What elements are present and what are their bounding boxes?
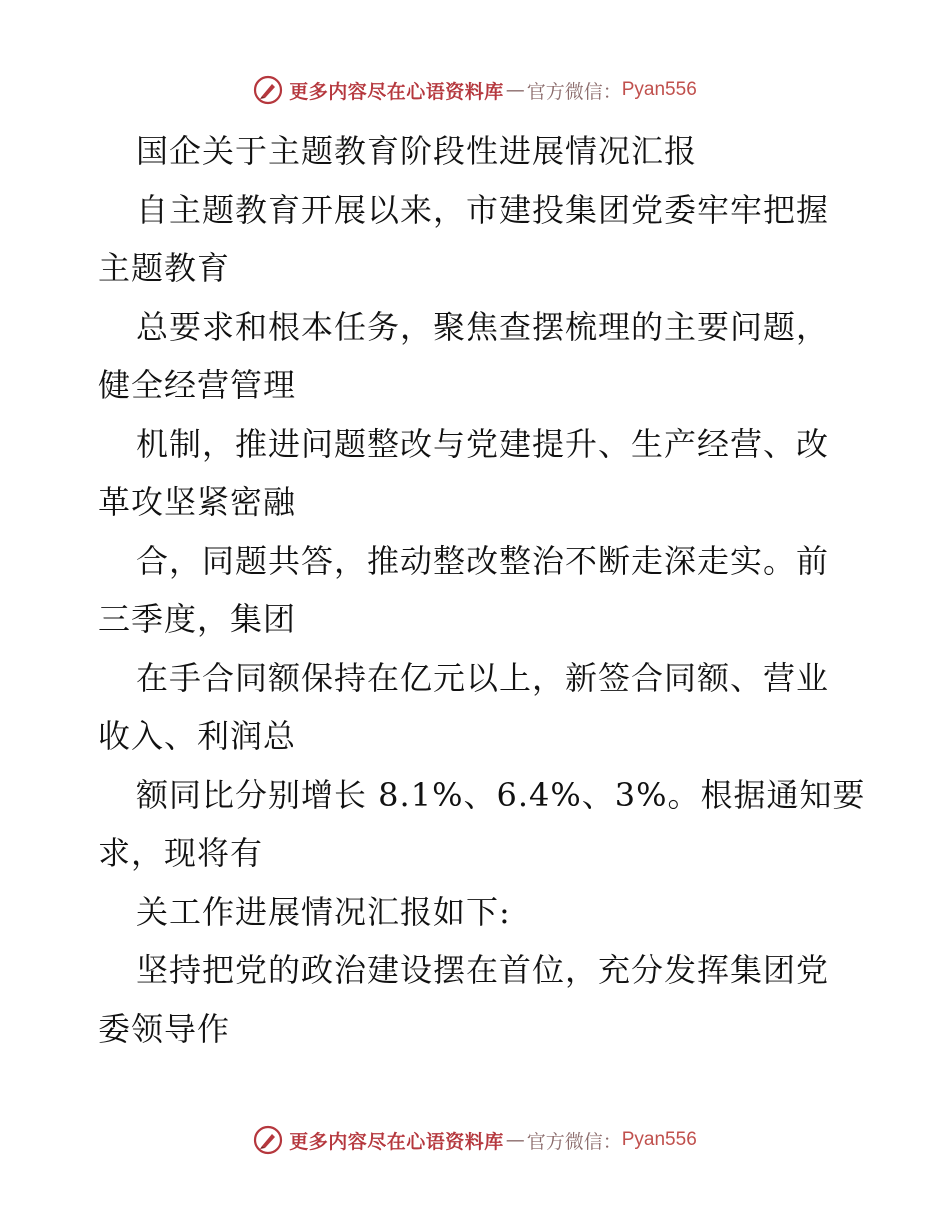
wechat-label: 官方微信： — [526, 1130, 622, 1153]
doc-line: 自主题教育开展以来，市建投集团党委牢牢把握 — [136, 190, 830, 229]
doc-line: 坚持把党的政治建设摆在首位，充分发挥集团党 — [136, 951, 830, 989]
wechat-id: Pyan556 — [621, 79, 697, 100]
banner-dash: — — [505, 79, 525, 101]
doc-line: 总要求和根本任务，聚焦查摆梳理的主要问题， — [136, 307, 830, 346]
document-body — [98, 122, 866, 1058]
doc-line: 主题教育 — [98, 249, 231, 287]
wechat-label: 官方微信： — [526, 80, 622, 103]
wechat-id: Pyan556 — [621, 1129, 697, 1150]
header-banner — [0, 70, 950, 110]
banner-text: 更多内容尽在心语资料库 — [289, 1130, 504, 1153]
doc-line: 收入、利润总 — [98, 717, 297, 755]
doc-line: 机制，推进问题整改与党建提升、生产经营、改 — [136, 424, 830, 463]
pen-logo-icon — [253, 1125, 283, 1155]
doc-line: 额同比分别增长 8.1%、6.4%、3%。根据通知要 — [136, 775, 866, 814]
doc-line: 委领导作 — [98, 1009, 231, 1048]
doc-line: 革攻坚紧密融 — [98, 483, 297, 521]
banner-dash: — — [505, 1129, 525, 1151]
doc-line: 求，现将有 — [98, 834, 264, 872]
footer-banner — [0, 1120, 950, 1160]
doc-line: 三季度，集团 — [98, 600, 297, 638]
doc-line: 合，同题共答，推动整改整治不断走深走实。前 — [136, 541, 830, 580]
doc-line: 在手合同额保持在亿元以上，新签合同额、营业 — [136, 658, 830, 697]
doc-title: 国企关于主题教育阶段性进展情况汇报 — [136, 132, 698, 170]
banner-text: 更多内容尽在心语资料库 — [289, 80, 504, 103]
doc-line: 关工作进展情况汇报如下: — [136, 892, 511, 931]
pen-logo-icon — [253, 75, 283, 105]
doc-line: 健全经营管理 — [98, 366, 297, 404]
